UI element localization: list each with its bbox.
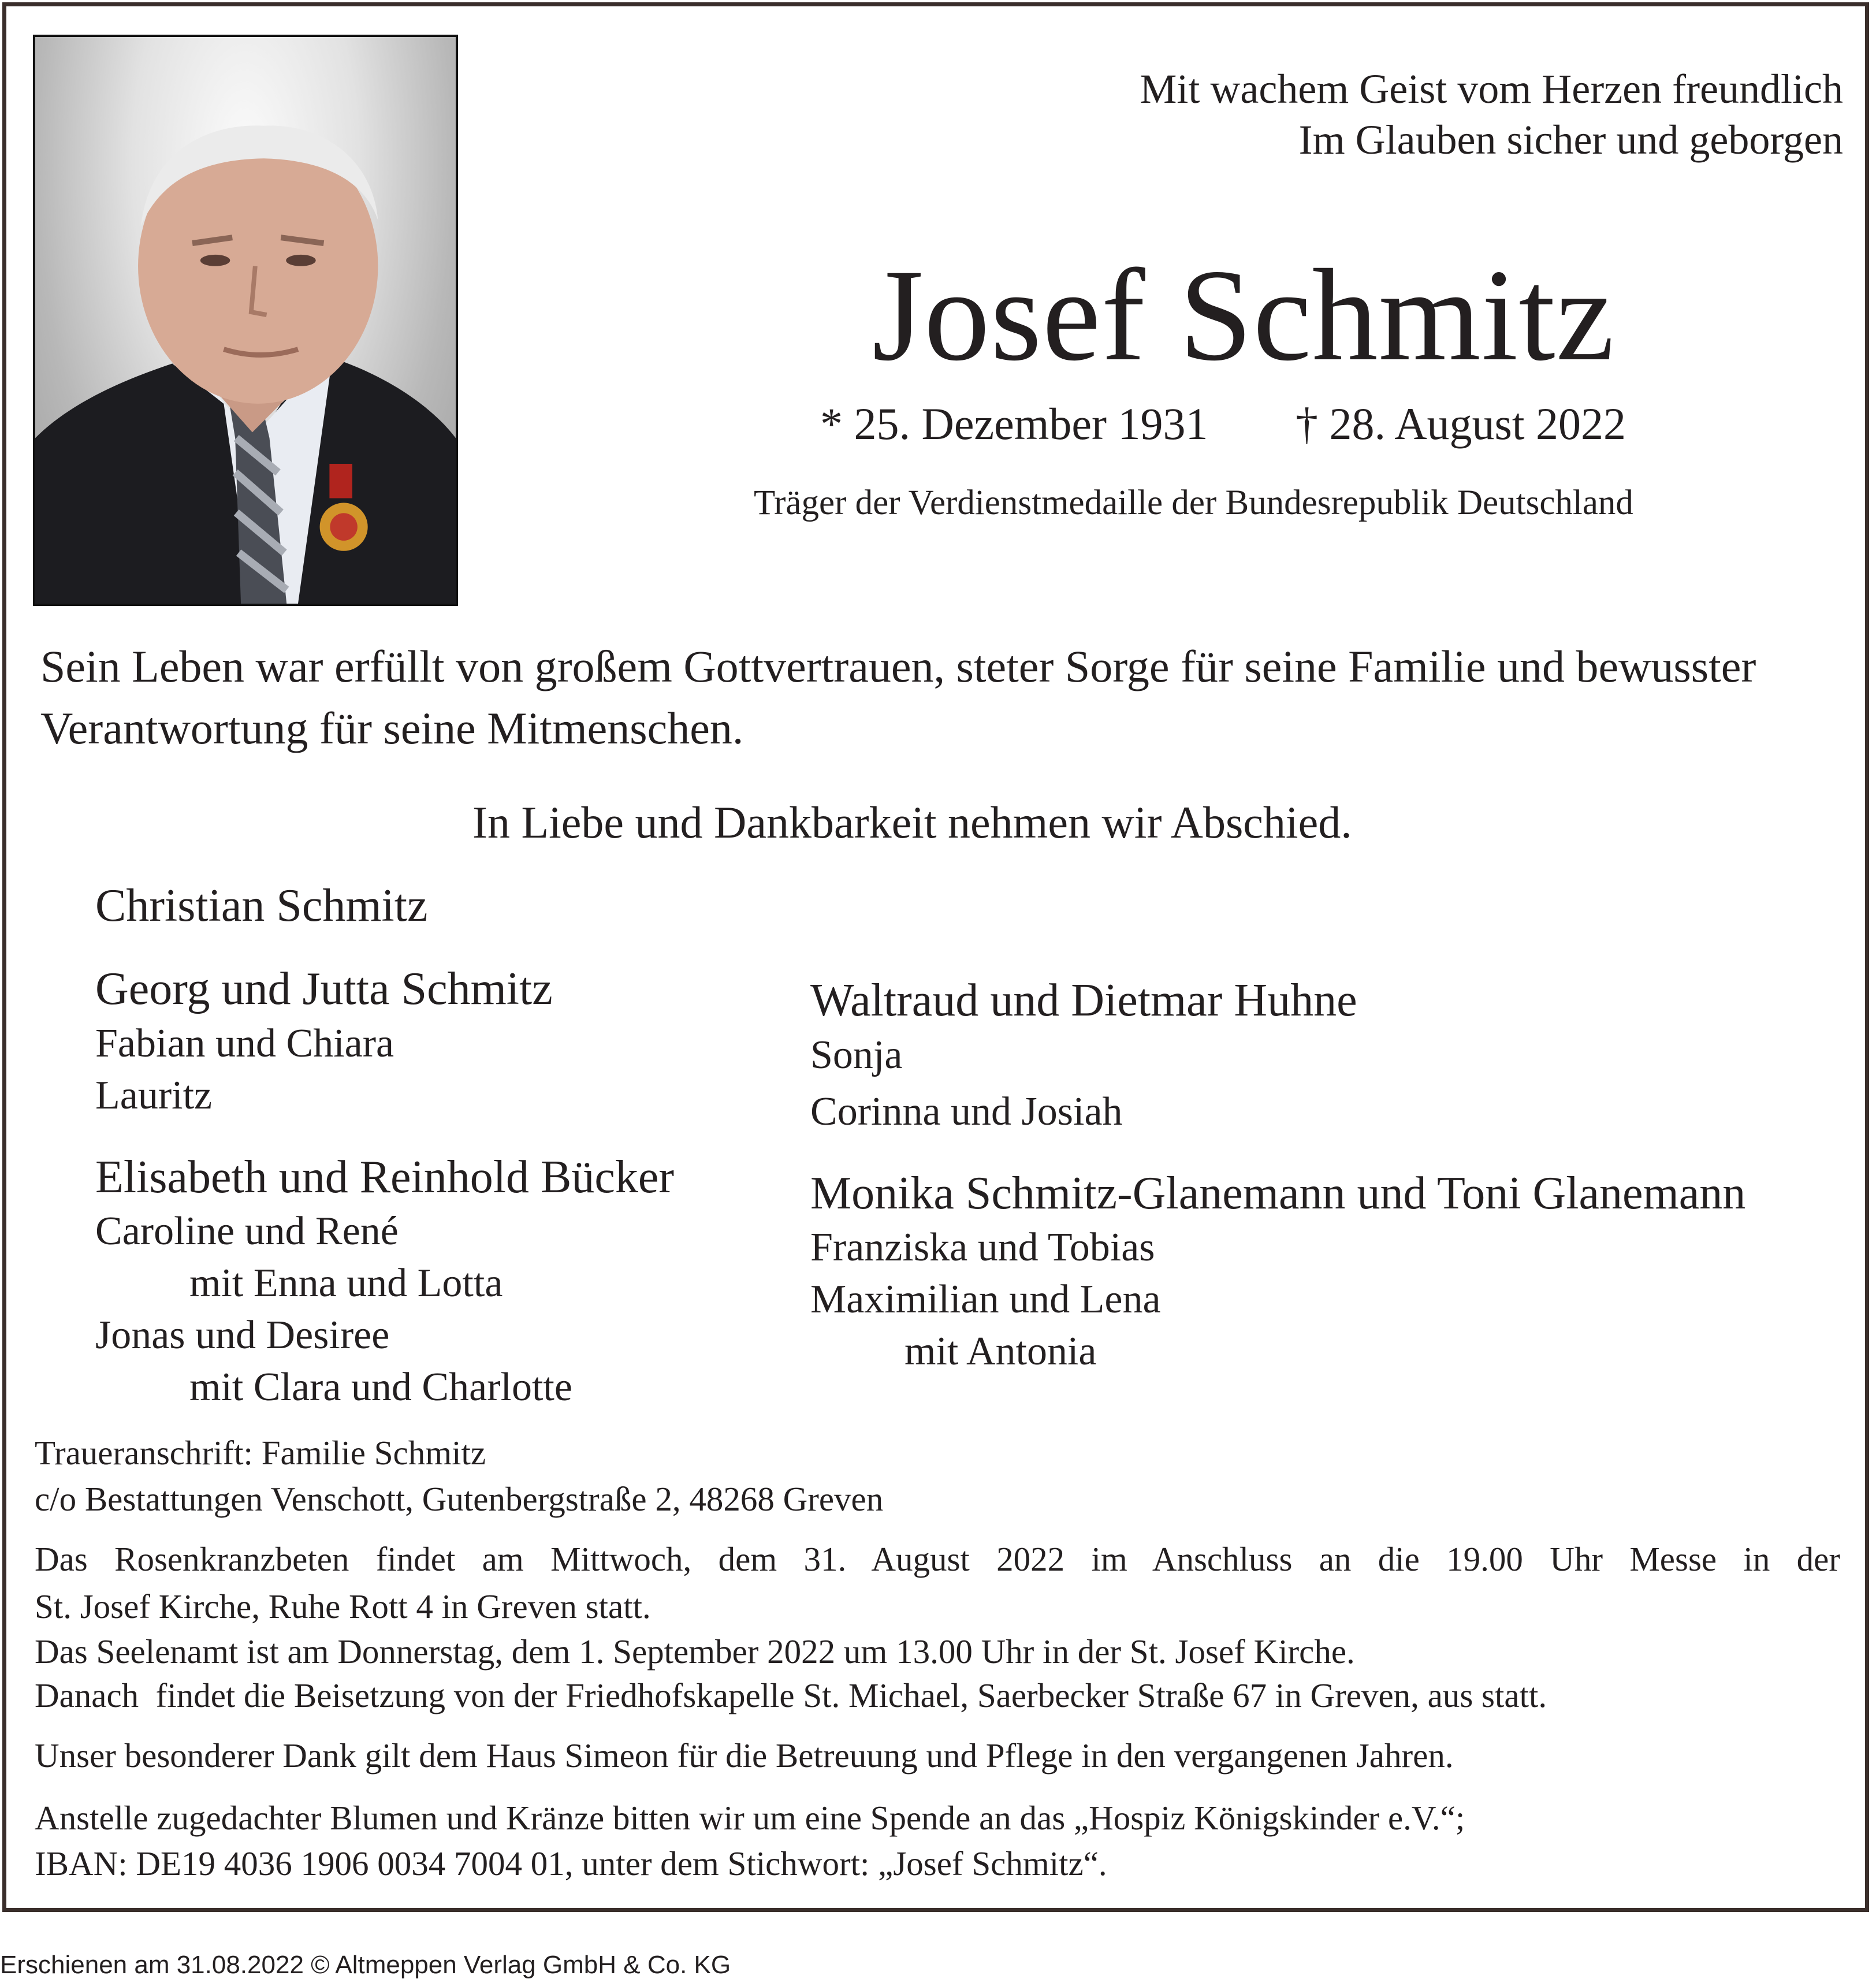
mourner-monika-grandchild: mit Antonia [904, 1329, 1097, 1374]
thanks-line: Unser besonderer Dank gilt dem Haus Simeon für die Betreuung und Pflege in den vergangenen Jahren. [35, 1736, 1454, 1775]
deceased-name: Josef Schmitz [872, 243, 1615, 388]
donation-line-2: IBAN: DE19 4036 1906 0034 7004 01, unter dem Stichwort: „Josef Schmitz“. [35, 1844, 1107, 1883]
motto-line-1: Mit wachem Geist vom Herzen freundlich [1140, 66, 1843, 112]
mourner-elisabeth-grandchildren-2: mit Clara und Charlotte [189, 1365, 572, 1409]
mourner-waltraud-child-2: Corinna und Josiah [810, 1089, 1123, 1134]
donation-line-1: Anstelle zugedachter Blumen und Kränze bitten wir um eine Spende an das „Hospiz Königskinder e.V.“; [35, 1799, 1465, 1837]
tribute-line-2: Verantwortung für seine Mitmenschen. [40, 703, 744, 753]
copyright-line: Erschienen am 31.08.2022 © Altmeppen Verlag GmbH & Co. KG [0, 1951, 731, 1979]
mourner-christian: Christian Schmitz [95, 880, 428, 931]
death-date: † 28. August 2022 [1296, 399, 1626, 449]
motto-line-2: Im Glauben sicher und geborgen [1298, 117, 1843, 163]
award-line: Träger der Verdienstmedaille der Bundesrepublik Deutschland [754, 483, 1633, 522]
mourner-georg: Georg und Jutta Schmitz [95, 964, 553, 1014]
farewell-line: In Liebe und Dankbarkeit nehmen wir Abschied. [472, 797, 1352, 847]
mourner-georg-child-1: Fabian und Chiara [95, 1021, 394, 1066]
tribute-line-1: Sein Leben war erfüllt von großem Gottvertrauen, steter Sorge für seine Familie und bewusster [40, 641, 1756, 691]
burial-line: Danach findet die Beisetzung von der Friedhofskapelle St. Michael, Saerbecker Straße 67 in Greven, aus statt. [35, 1676, 1547, 1714]
mourner-elisabeth: Elisabeth und Reinhold Bücker [95, 1152, 675, 1203]
mourning-address-1: Traueranschrift: Familie Schmitz [35, 1434, 486, 1472]
portrait-photo [33, 35, 458, 606]
mourner-monika-child-2: Maximilian und Lena [810, 1277, 1161, 1322]
mourner-elisabeth-child-1: Caroline und René [95, 1209, 399, 1253]
portrait-figure [35, 37, 456, 604]
requiem-mass-line: Das Seelenamt ist am Donnerstag, dem 1. September 2022 um 13.00 Uhr in der St. Josef Kirche. [35, 1632, 1355, 1671]
mourner-elisabeth-grandchildren-1: mit Enna und Lotta [189, 1261, 503, 1305]
birth-date: * 25. Dezember 1931 [820, 399, 1208, 449]
mourner-waltraud: Waltraud und Dietmar Huhne [810, 975, 1357, 1026]
mourner-georg-child-2: Lauritz [95, 1073, 213, 1118]
rosary-line-1: Das Rosenkranzbeten findet am Mittwoch, dem 31. August 2022 im Anschluss an die 19.00 Uhr Messe in der [35, 1540, 1840, 1578]
mourner-elisabeth-child-2: Jonas und Desiree [95, 1313, 390, 1357]
mourner-waltraud-child-1: Sonja [810, 1033, 903, 1077]
mourner-monika: Monika Schmitz-Glanemann und Toni Glanemann [810, 1168, 1746, 1219]
rosary-line-2: St. Josef Kirche, Ruhe Rott 4 in Greven statt. [35, 1587, 651, 1625]
mourning-address-2: c/o Bestattungen Venschott, Gutenbergstraße 2, 48268 Greven [35, 1480, 884, 1518]
mourner-monika-child-1: Franziska und Tobias [810, 1225, 1155, 1270]
